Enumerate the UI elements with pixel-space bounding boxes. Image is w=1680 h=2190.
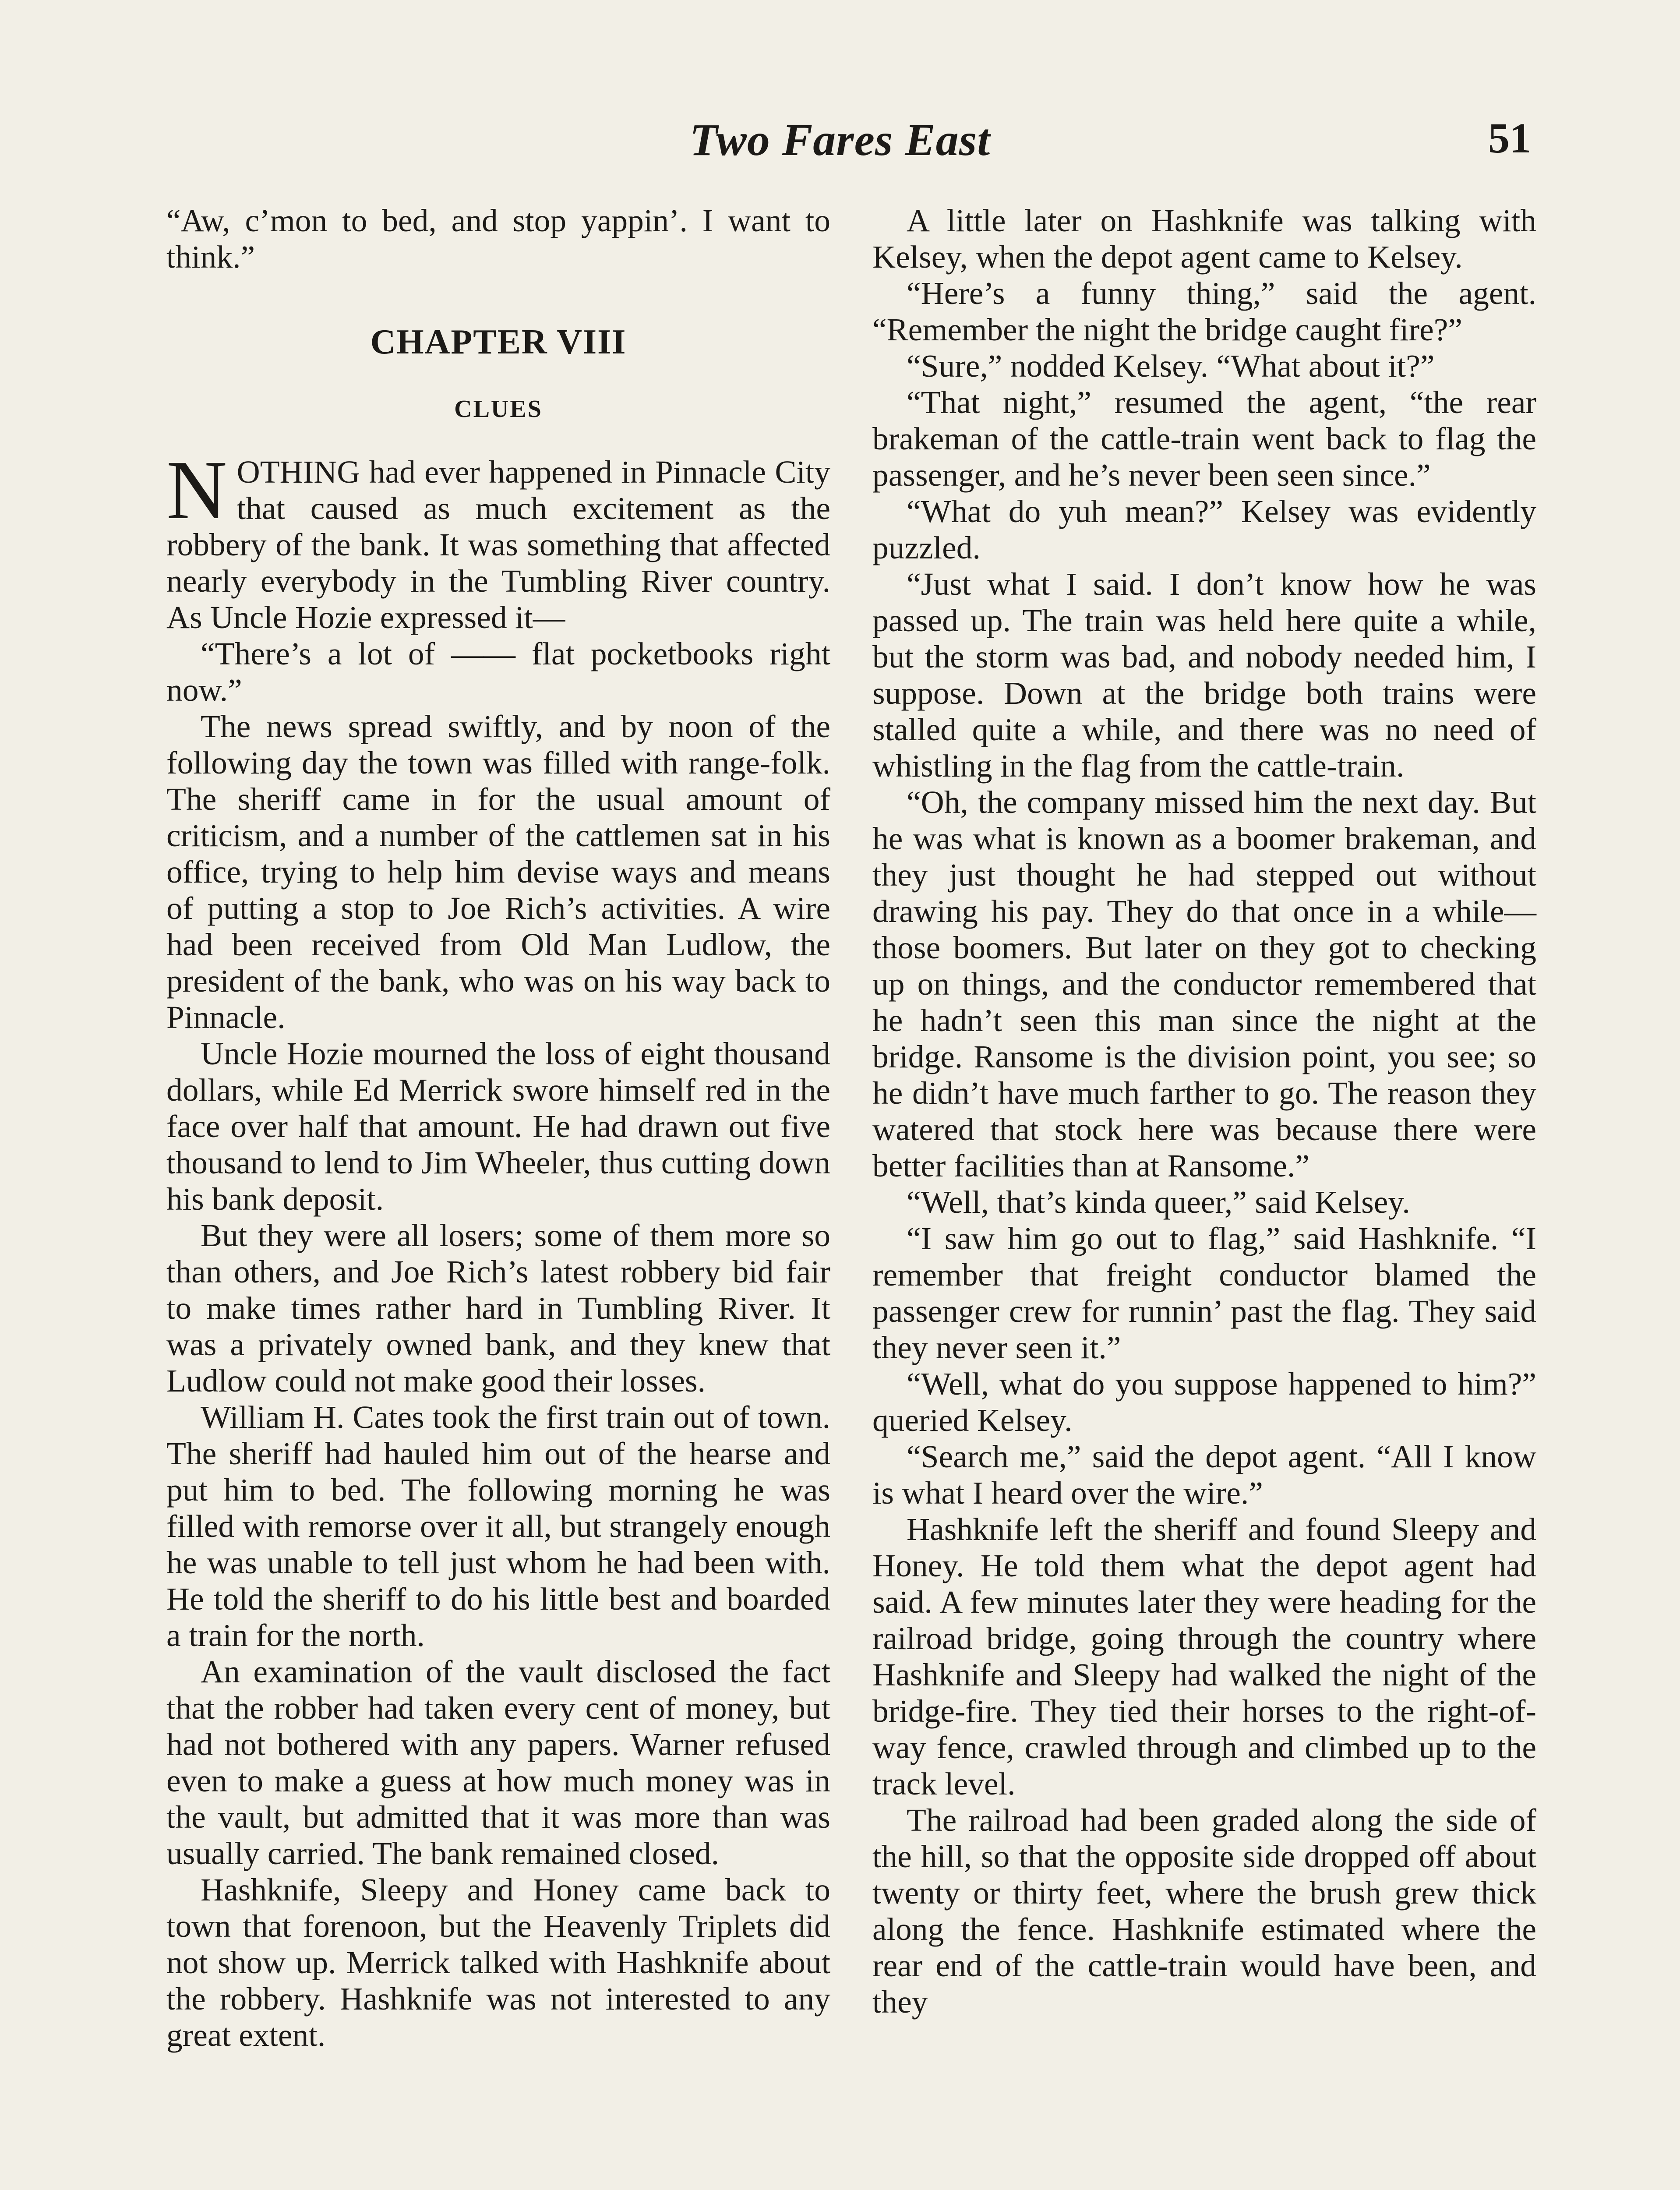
paragraph: “I saw him go out to flag,” said Hashknife. “I remember that freight conductor blamed the passenger crew for runnin’ past the flag. They said they never seen it.” — [872, 1221, 1536, 1365]
opening-paragraph: “Aw, c’mon to bed, and stop yappin’. I want to think.” — [166, 203, 830, 275]
paragraph: “There’s a lot of —— flat pocketbooks right now.” — [166, 636, 830, 708]
paragraph: The railroad had been graded along the side of the hill, so that the opposite side dropped off about twenty or thirty feet, where the brush grew thick along the fence. Hashknife estimated where the rear end of the cattle-train would have been, and they — [872, 1802, 1536, 2020]
paragraph: “Sure,” nodded Kelsey. “What about it?” — [907, 348, 1435, 384]
page-number: 51 — [1488, 115, 1531, 162]
paragraph: But they were all losers; some of them more so than others, and Joe Rich’s latest robbery bid fair to make times rather hard in Tumbling River. It was a privately owned bank, and they knew that Ludlow could not make good their losses. — [166, 1218, 830, 1399]
paragraph: The news spread swiftly, and by noon of the following day the town was filled with range-folk. The sheriff came in for the usual amount of criticism, and a number of the cattlemen sat in his office, trying to help him devise ways and means of putting a stop to Joe Rich’s activities. A wire had been received from Old Man Ludlow, the president of the bank, who was on his way back to Pinnacle. — [166, 709, 830, 1035]
running-title: Two Fares East — [689, 115, 991, 165]
paragraph: An examination of the vault disclosed the fact that the robber had taken every cent of money, but had not bothered with any papers. Warner refused even to make a guess at how much money was in the vault, but admitted that it was more than was usually carried. The bank remained closed. — [166, 1654, 830, 1871]
paragraph: “Oh, the company missed him the next day. But he was what is known as a boomer brakeman, and they just thought he had stepped out without drawing his pay. They do that once in a while—those boomers. But later on they got to checking up on things, and the conductor remembered that he hadn’t seen this man since the night at the bridge. Ransome is the division point, you see; so he didn’t have much farther to go. The reason they watered that stock here was because there were better facilities than at Ransome.” — [872, 784, 1536, 1183]
page-header — [0, 105, 1680, 171]
right-column — [872, 202, 1536, 2020]
paragraph: Hashknife left the sheriff and found Sleepy and Honey. He told them what the depot agent had said. A few minutes later they were heading for the railroad bridge, going through the country where Hashknife and Sleepy had walked the night of the bridge-fire. They tied their horses to the right-of-way fence, crawled through and climbed up to the track level. — [872, 1512, 1536, 1801]
paragraph: “Well, what do you suppose happened to him?” queried Kelsey. — [872, 1366, 1536, 1438]
paragraph: “That night,” resumed the agent, “the rear brakeman of the cattle-train went back to flag the passenger, and he’s never been seen since.” — [872, 385, 1536, 493]
paragraph: “What do yuh mean?” Kelsey was evidently puzzled. — [872, 494, 1536, 565]
chapter-title: CHAPTER VIII — [370, 323, 627, 361]
paragraph: Hashknife, Sleepy and Honey came back to town that forenoon, but the Heavenly Triplets did not show up. Merrick talked with Hashknife about the robbery. Hashknife was not interested to any great extent. — [166, 1872, 830, 2053]
paragraph: Uncle Hozie mourned the loss of eight thousand dollars, while Ed Merrick swore himself red in the face over half that amount. He had drawn out five thousand to lend to Jim Wheeler, thus cutting down his bank deposit. — [166, 1036, 830, 1217]
chapter-subtitle: CLUES — [454, 396, 543, 423]
paragraph: “Just what I said. I don’t know how he was passed up. The train was held here quite a while, but the storm was bad, and nobody needed him, I suppose. Down at the bridge both trains were stalled quite a while, and there was no need of whistling in the flag from the cattle-train. — [872, 566, 1536, 784]
paragraph: “Search me,” said the depot agent. “All I know is what I heard over the wire.” — [872, 1439, 1536, 1511]
paragraph: William H. Cates took the first train out of town. The sheriff had hauled him out of the hearse and put him to bed. The following morning he was filled with remorse over it all, but strangely enough he was unable to tell just whom he had been with. He told the sheriff to do his little best and boarded a train for the north. — [166, 1399, 830, 1653]
left-column — [166, 202, 830, 2053]
paragraph-dropcap: NOTHING had ever happened in Pinnacle City that caused as much excitement as the robbery of the bank. It was something that affected nearly everybody in the Tumbling River country. As Uncle Hozie expressed it— — [166, 443, 830, 635]
paragraph: A little later on Hashknife was talking with Kelsey, when the depot agent came to Kelsey. — [872, 203, 1536, 275]
paragraph: “Here’s a funny thing,” said the agent. “Remember the night the bridge caught fire?” — [872, 276, 1536, 347]
paragraph: “Well, that’s kinda queer,” said Kelsey. — [907, 1184, 1410, 1220]
